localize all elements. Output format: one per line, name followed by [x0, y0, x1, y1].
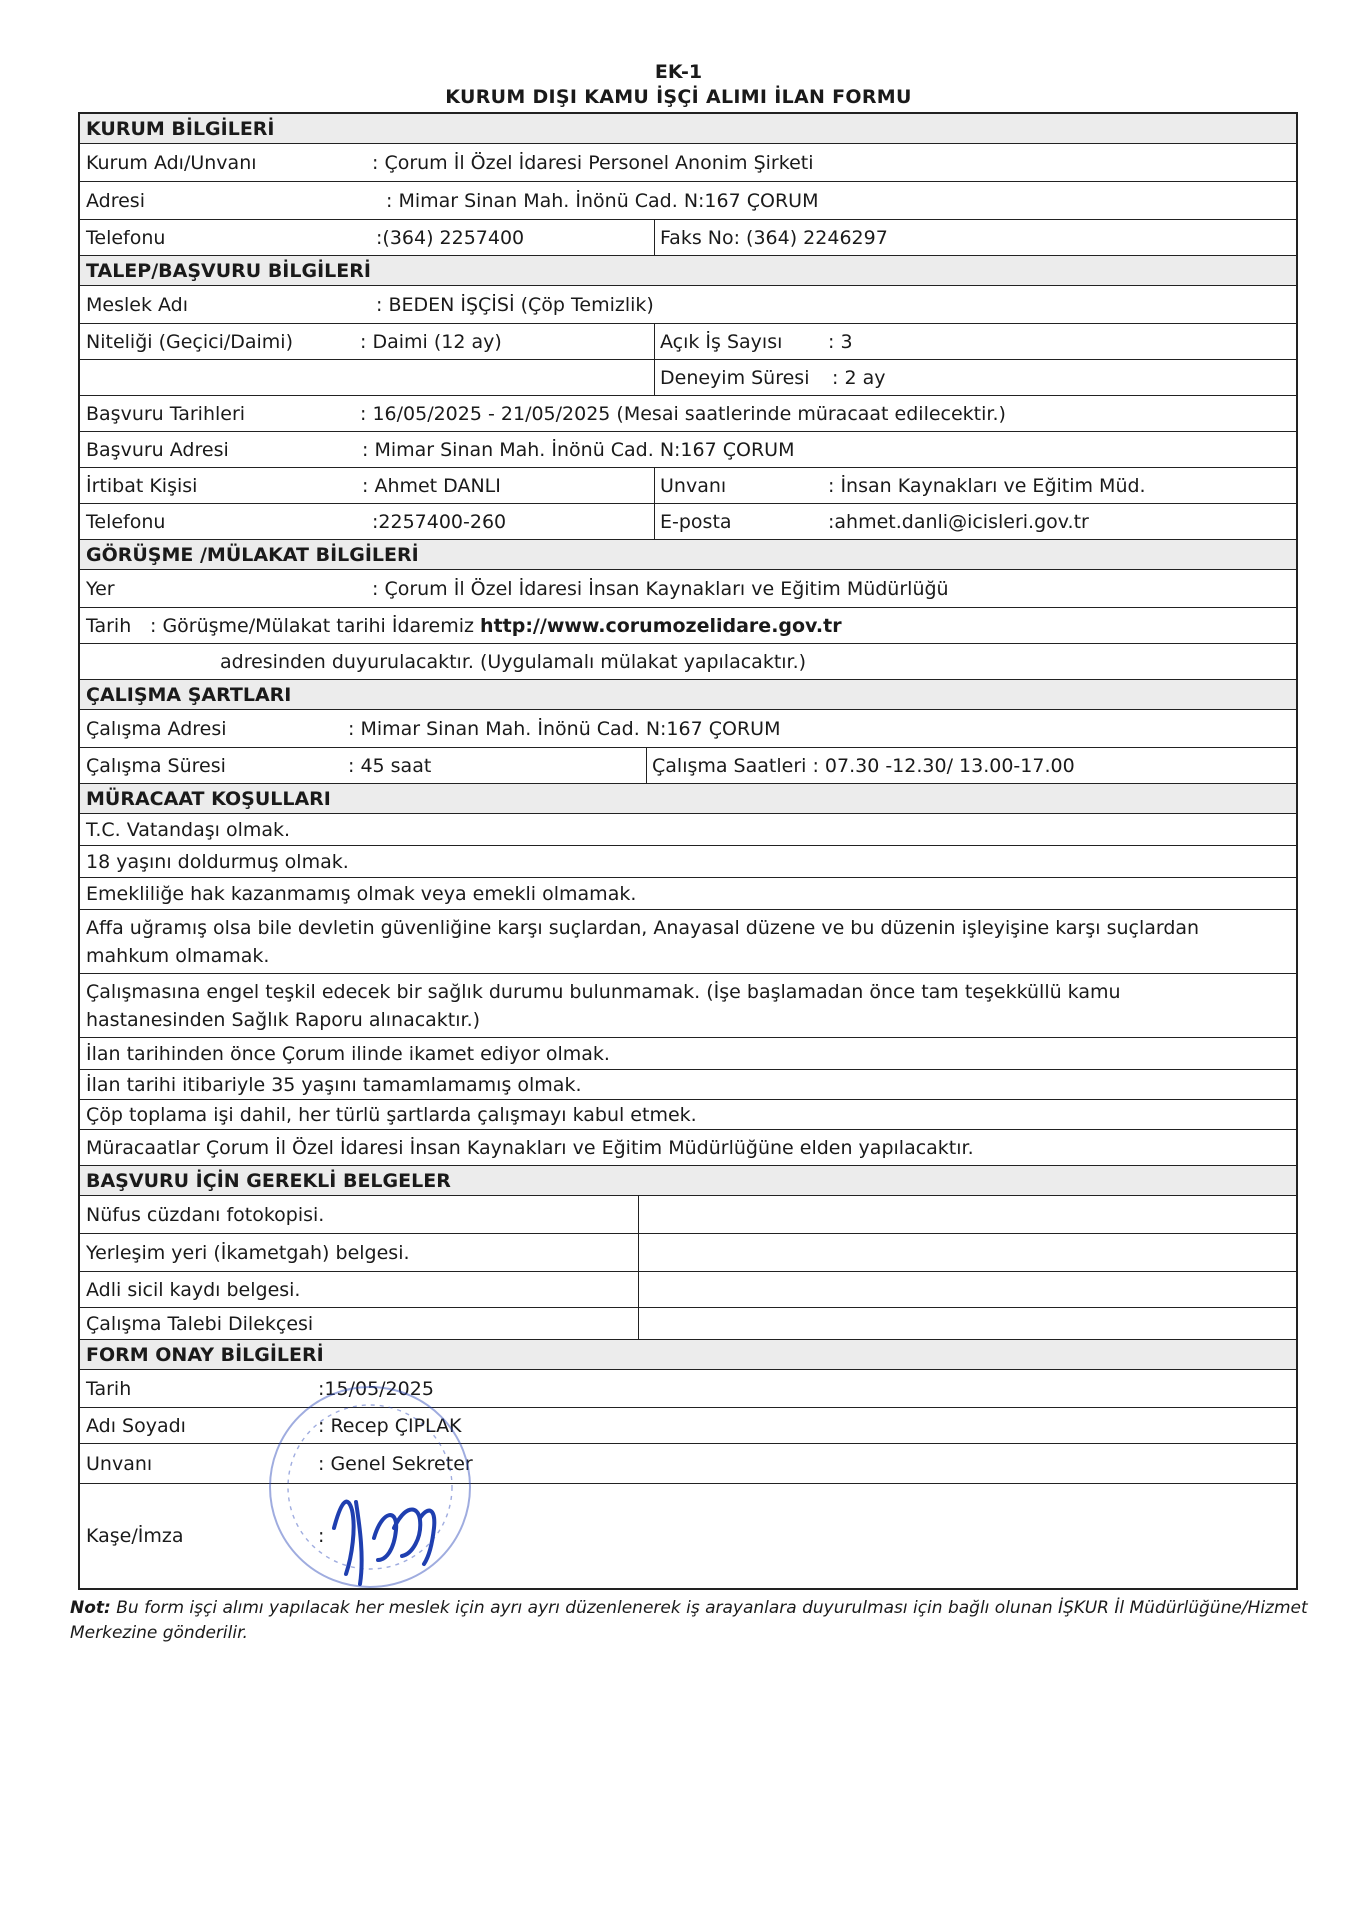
row-meslek — [80, 286, 1296, 324]
list-item — [80, 1308, 1296, 1340]
field-value: : Daimi (12 ay) — [360, 330, 502, 353]
condition-text: mahkum olmamak. — [86, 945, 270, 967]
condition-text: İlan tarihinden önce Çorum ilinde ikamet ediyor olmak. — [86, 1042, 610, 1065]
section-muracaat — [80, 784, 1296, 814]
list-item — [80, 1130, 1296, 1166]
fax-value: Faks No: (364) 2246297 — [660, 226, 888, 249]
field-label: Meslek Adı — [86, 293, 188, 316]
field-value: adresinden duyurulacaktır. (Uygulamalı mülakat yapılacaktır.) — [220, 650, 807, 673]
list-item — [80, 1070, 1296, 1100]
row-irtibat-tel — [80, 504, 1296, 540]
section-title: FORM ONAY BİLGİLERİ — [86, 1343, 324, 1366]
field-value: :2257400-260 — [372, 510, 507, 533]
section-title: KURUM BİLGİLERİ — [86, 117, 275, 140]
row-kurum-adres — [80, 182, 1296, 220]
field-value: : — [318, 1525, 325, 1547]
divider — [654, 324, 655, 359]
condition-text: Emekliliğe hak kazanmamış olmak veya emekli olmamak. — [86, 882, 637, 905]
field-label: Açık İş Sayısı — [660, 330, 783, 353]
section-calisma — [80, 680, 1296, 710]
field-value: : İnsan Kaynakları ve Eğitim Müd. — [828, 474, 1146, 497]
field-value: : 2 ay — [832, 366, 886, 389]
note-label: Not: — [70, 1598, 111, 1618]
list-item — [80, 1234, 1296, 1272]
field-value: :(364) 2257400 — [376, 226, 525, 249]
list-item — [80, 1100, 1296, 1130]
row-calisma-sure — [80, 748, 1296, 784]
list-item — [80, 910, 1296, 974]
document-item: Adli sicil kaydı belgesi. — [86, 1278, 301, 1301]
row-basvuru-adres — [80, 432, 1296, 468]
field-label: Yer — [86, 577, 115, 600]
document-item: Çalışma Talebi Dilekçesi — [86, 1312, 314, 1335]
field-label: Telefonu — [86, 510, 166, 533]
field-label: Başvuru Adresi — [86, 438, 229, 461]
section-title: TALEP/BAŞVURU BİLGİLERİ — [86, 259, 371, 282]
field-label: İrtibat Kişisi — [86, 474, 198, 497]
section-title: ÇALIŞMA ŞARTLARI — [86, 683, 292, 706]
field-value: : Ahmet DANLI — [362, 474, 501, 497]
divider — [654, 360, 655, 395]
divider — [638, 1308, 639, 1339]
section-belgeler — [80, 1166, 1296, 1196]
row-kurum-adi — [80, 144, 1296, 182]
field-value: : Mimar Sinan Mah. İnönü Cad. N:167 ÇORUM — [348, 717, 781, 740]
section-onay — [80, 1340, 1296, 1370]
row-irtibat — [80, 468, 1296, 504]
divider — [654, 220, 655, 255]
application-form — [78, 112, 1298, 1590]
list-item — [80, 1038, 1296, 1070]
list-item — [80, 878, 1296, 910]
condition-text: İlan tarihi itibariyle 35 yaşını tamamlamamış olmak. — [86, 1073, 582, 1096]
section-talep — [80, 256, 1296, 286]
condition-text: hastanesinden Sağlık Raporu alınacaktır.) — [86, 1009, 481, 1031]
field-label: Başvuru Tarihleri — [86, 402, 246, 425]
field-label: Kurum Adı/Unvanı — [86, 151, 257, 174]
document-title: KURUM DIŞI KAMU İŞÇİ ALIMI İLAN FORMU — [445, 86, 912, 108]
field-label: Kaşe/İmza — [86, 1525, 184, 1547]
field-value: : Mimar Sinan Mah. İnönü Cad. N:167 ÇORUM — [386, 189, 819, 212]
section-gorusme — [80, 540, 1296, 570]
condition-text: 18 yaşını doldurmuş olmak. — [86, 850, 349, 873]
field-label: Çalışma Süresi — [86, 754, 226, 777]
field-value: : 16/05/2025 - 21/05/2025 (Mesai saatlerinde müracaat edilecektir.) — [360, 402, 1006, 425]
field-label: Adresi — [86, 189, 145, 212]
list-item — [80, 814, 1296, 846]
field-value: : 3 — [828, 330, 853, 353]
divider — [638, 1272, 639, 1307]
document-header — [0, 60, 1357, 110]
section-kurum — [80, 114, 1296, 144]
field-value: : Çorum İl Özel İdaresi İnsan Kaynakları ve Eğitim Müdürlüğü — [372, 577, 949, 600]
signer-title: : Genel Sekreter — [318, 1452, 473, 1475]
field-label: Niteliği (Geçici/Daimi) — [86, 330, 293, 353]
row-basvuru-tarih — [80, 396, 1296, 432]
field-value — [150, 615, 842, 637]
condition-text: Çöp toplama işi dahil, her türlü şartlarda çalışmayı kabul etmek. — [86, 1103, 697, 1126]
list-item — [80, 846, 1296, 878]
row-gorusme-yer — [80, 570, 1296, 608]
divider — [638, 1234, 639, 1271]
note-text: Bu form işçi alımı yapılacak her meslek için ayrı ayrı düzenlenerek iş arayanlara duyurulması için bağlı olunan İŞKUR İl Müdürlüğüne/Hizmet Merkezine gönderilir. — [70, 1598, 1308, 1643]
field-label: Unvanı — [660, 474, 727, 497]
work-hours-value: Çalışma Saatleri : 07.30 -12.30/ 13.00-17.00 — [652, 754, 1075, 777]
row-calisma-adres — [80, 710, 1296, 748]
field-value: : Mimar Sinan Mah. İnönü Cad. N:167 ÇORUM — [362, 438, 795, 461]
field-label: Çalışma Adresi — [86, 717, 227, 740]
field-label: Adı Soyadı — [86, 1414, 186, 1437]
list-item — [80, 974, 1296, 1038]
row-deneyim — [80, 360, 1296, 396]
seal-signature-icon — [256, 1378, 484, 1596]
divider — [646, 748, 647, 783]
list-item — [80, 1196, 1296, 1234]
field-value: : Çorum İl Özel İdaresi Personel Anonim Şirketi — [372, 151, 814, 174]
field-value: : 45 saat — [348, 754, 432, 777]
signer-name: : Recep ÇIPLAK — [318, 1414, 462, 1437]
field-label: Deneyim Süresi — [660, 366, 810, 389]
condition-text: T.C. Vatandaşı olmak. — [86, 818, 291, 841]
list-item — [80, 1272, 1296, 1308]
field-label: Unvanı — [86, 1452, 153, 1475]
row-gorusme-tarih — [80, 608, 1296, 644]
interview-date-text: : Görüşme/Mülakat tarihi İdaremiz — [150, 614, 474, 637]
document-item: Yerleşim yeri (İkametgah) belgesi. — [86, 1241, 410, 1264]
document-item: Nüfus cüzdanı fotokopisi. — [86, 1203, 325, 1226]
divider — [654, 504, 655, 539]
field-label: Telefonu — [86, 226, 166, 249]
annex-label: EK-1 — [654, 61, 703, 83]
condition-text: Affa uğramış olsa bile devletin güvenliğine karşı suçlardan, Anayasal düzene ve bu düzenin işleyişine karşı suçlardan — [86, 917, 1200, 939]
field-label: Tarih — [86, 614, 132, 637]
row-nitelik — [80, 324, 1296, 360]
approval-date: :15/05/2025 — [318, 1377, 434, 1400]
website-link[interactable]: http://www.corumozelidare.gov.tr — [480, 614, 842, 637]
condition-text: Çalışmasına engel teşkil edecek bir sağlık durumu bulunmamak. (İşe başlamadan önce tam teşekküllü kamu — [86, 981, 1121, 1003]
footnote — [70, 1596, 1310, 1646]
field-label: Tarih — [86, 1377, 132, 1400]
row-gorusme-tarih-2 — [80, 644, 1296, 680]
divider — [654, 468, 655, 503]
section-title: GÖRÜŞME /MÜLAKAT BİLGİLERİ — [86, 543, 419, 566]
section-title: MÜRACAAT KOŞULLARI — [86, 787, 331, 810]
divider — [638, 1196, 639, 1233]
email-value: :ahmet.danli@icisleri.gov.tr — [828, 510, 1089, 533]
condition-text: Müracaatlar Çorum İl Özel İdaresi İnsan Kaynakları ve Eğitim Müdürlüğüne elden yapılacaktır. — [86, 1136, 974, 1159]
field-label: E-posta — [660, 510, 732, 533]
section-title: BAŞVURU İÇİN GEREKLİ BELGELER — [86, 1169, 451, 1192]
field-value: : BEDEN İŞÇİSİ (Çöp Temizlik) — [376, 293, 654, 316]
row-kurum-telefon — [80, 220, 1296, 256]
